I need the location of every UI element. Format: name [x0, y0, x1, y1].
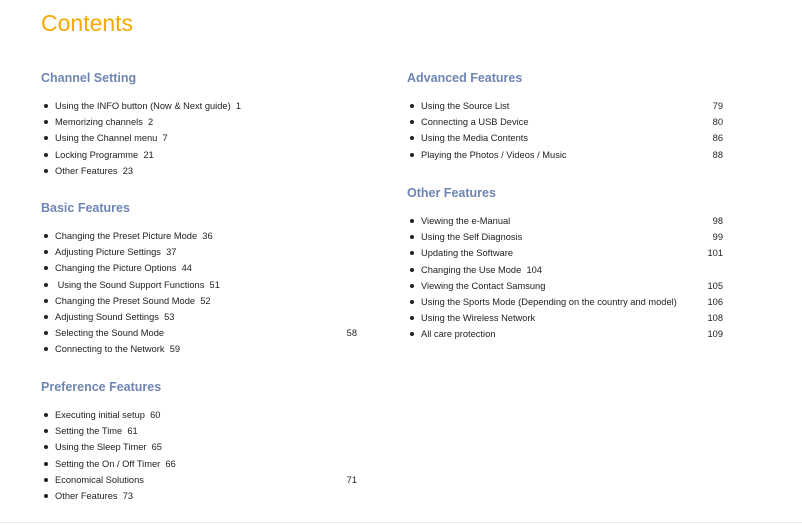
section-channel-setting [41, 70, 357, 179]
toc-item-label: Other Features [55, 165, 118, 176]
section-other-features [407, 185, 723, 343]
toc-item-label: Using the Sleep Timer [55, 442, 147, 453]
toc-item-label: Connecting a USB Device [421, 117, 529, 128]
toc-item-label: Updating the Software [421, 248, 513, 259]
toc-item-label: Using the INFO button (Now & Next guide) [55, 101, 231, 111]
toc-item[interactable] [41, 341, 357, 357]
section-basic-features [41, 200, 357, 358]
section-advanced-features [407, 70, 723, 163]
toc-item-page: 99 [712, 232, 723, 243]
toc-item-label: Adjusting Picture Settings [55, 247, 161, 258]
toc-item-label: Connecting to the Network [55, 344, 165, 355]
toc-item-label: Selecting the Sound Mode [55, 328, 165, 339]
toc-item-page: 51 [209, 279, 220, 290]
toc-item-page: 60 [150, 410, 161, 420]
toc-item-label: Using the Self Diagnosis [421, 232, 523, 243]
toc-item-page: 65 [151, 442, 162, 453]
toc-item-label: Viewing the e-Manual [421, 216, 511, 226]
toc-item[interactable] [41, 277, 357, 293]
toc-item-label: Changing the Preset Picture Mode [55, 231, 198, 241]
toc-item[interactable] [41, 228, 357, 244]
toc-item-page: 7 [162, 133, 168, 144]
toc-item-page: 101 [707, 248, 723, 259]
section-heading: Channel Setting [41, 71, 137, 85]
toc-item-label: Setting the Time [55, 426, 123, 437]
section-heading: Preference Features [41, 380, 162, 394]
toc-item[interactable] [407, 245, 723, 261]
toc-item-page: 44 [181, 263, 192, 274]
toc-item-label: Using the Sports Mode (Depending on the country and model) [421, 296, 677, 307]
toc-item-label: Locking Programme [55, 149, 139, 160]
toc-item[interactable] [407, 213, 723, 229]
toc-item-page: 61 [127, 426, 138, 437]
toc-item-page: 1 [235, 101, 242, 111]
toc-item[interactable] [41, 309, 357, 325]
toc-item-page: 80 [712, 117, 723, 128]
toc-item-label: Changing the Use Mode [421, 264, 522, 275]
toc-item[interactable] [407, 326, 723, 342]
page-title: Contents [41, 10, 134, 36]
toc-item-page: 88 [712, 149, 723, 160]
toc-item-label: Setting the On / Off Timer [55, 458, 161, 469]
toc-item-label: Memorizing channels [55, 117, 143, 128]
toc-item[interactable] [41, 163, 357, 179]
toc-item[interactable] [407, 294, 723, 310]
section-heading: Advanced Features [407, 71, 523, 85]
toc-item-page: 59 [169, 344, 181, 355]
toc-item-page: 108 [707, 313, 723, 324]
toc-item-label: Other Features [55, 490, 118, 501]
toc-item-label: Using the Media Contents [421, 133, 528, 144]
toc-item[interactable] [407, 310, 723, 326]
toc-item[interactable] [41, 472, 357, 488]
section-preference-features [41, 379, 357, 504]
toc-item-page: 105 [707, 280, 723, 291]
toc-item-page: 21 [143, 149, 154, 160]
bottom-divider [0, 522, 802, 523]
toc-item[interactable] [41, 130, 357, 146]
toc-item[interactable] [41, 456, 357, 472]
toc-item[interactable] [407, 130, 723, 146]
toc-item-label: Changing the Picture Options [55, 263, 177, 274]
toc-item[interactable] [407, 98, 723, 114]
toc-item-label: Adjusting Sound Settings [55, 311, 159, 322]
toc-item[interactable] [41, 423, 357, 439]
toc-item-page: 109 [707, 329, 723, 340]
toc-item-page: 36 [202, 231, 213, 241]
toc-item-page: 71 [346, 474, 357, 485]
toc-item-page: 73 [122, 490, 134, 501]
toc-item-page: 23 [122, 165, 134, 176]
toc-item-page: 79 [712, 101, 723, 111]
toc-item[interactable] [41, 260, 357, 276]
toc-item[interactable] [41, 147, 357, 163]
toc-item-label: Using the Wireless Network [421, 313, 536, 324]
toc-item-label: Using the Channel menu [55, 133, 158, 144]
toc-item-page: 2 [148, 117, 154, 128]
toc-item-page: 58 [346, 328, 357, 339]
toc-item[interactable] [41, 439, 357, 455]
toc-item-label: Using the Source List [421, 101, 510, 111]
toc-item-page: 53 [164, 311, 175, 322]
toc-item-label: Economical Solutions [55, 474, 144, 485]
toc-item-label: Using the Sound Support Functions [55, 279, 205, 290]
section-heading: Basic Features [41, 201, 130, 215]
toc-item-page: 104 [526, 264, 542, 275]
toc-item[interactable] [407, 147, 723, 163]
toc-item[interactable] [41, 114, 357, 130]
toc-item-page: 66 [165, 458, 176, 469]
toc-item-label: Viewing the Contact Samsung [421, 280, 546, 291]
toc-item-page: 52 [200, 295, 211, 306]
toc-item-label: All care protection [421, 329, 496, 340]
toc-item-page: 98 [712, 216, 723, 226]
toc-item[interactable] [41, 325, 357, 341]
toc-item[interactable] [407, 114, 723, 130]
toc-item[interactable] [407, 278, 723, 294]
section-heading: Other Features [407, 186, 496, 200]
toc-item[interactable] [41, 407, 357, 423]
toc-item[interactable] [407, 229, 723, 245]
toc-item[interactable] [41, 293, 357, 309]
toc-item-page: 106 [707, 296, 723, 307]
toc-item-label: Changing the Preset Sound Mode [55, 295, 196, 306]
toc-item-page: 37 [166, 247, 177, 258]
toc-item-label: Playing the Photos / Videos / Music [421, 149, 567, 160]
toc-item[interactable] [41, 98, 357, 114]
toc-item[interactable] [41, 488, 357, 504]
toc-item-label: Executing initial setup [55, 410, 145, 420]
toc-item-page: 86 [712, 133, 723, 144]
toc-item[interactable] [407, 262, 723, 278]
toc-item[interactable] [41, 244, 357, 260]
